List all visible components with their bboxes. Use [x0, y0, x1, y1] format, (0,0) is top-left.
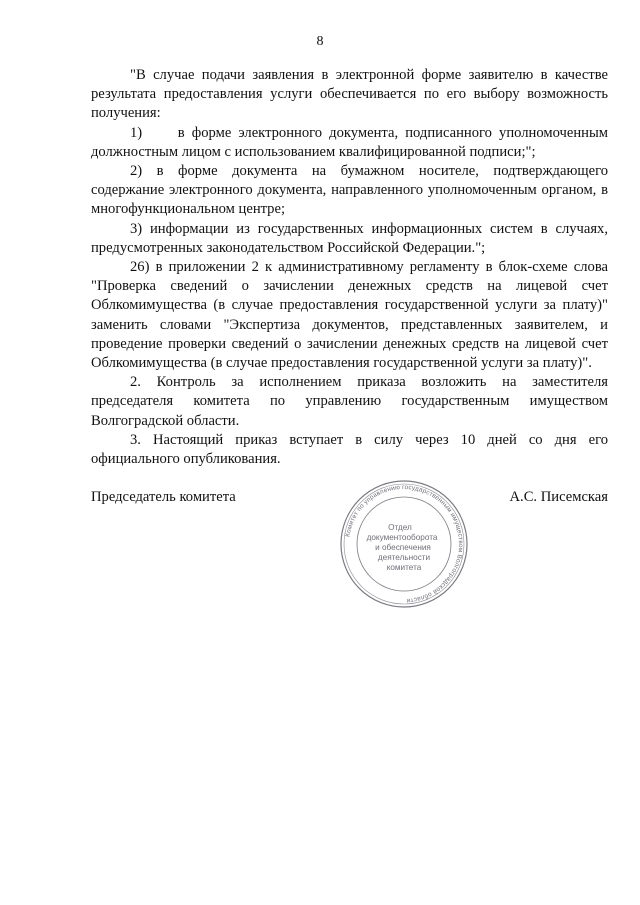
- signatory-name: А.С. Писемская: [509, 489, 608, 505]
- paragraph-intro: "В случае подачи заявления в электронной форме заявителю в качестве результата предоставления услуги обеспечивается по его выбору возможность получения:: [91, 67, 608, 122]
- paragraph-control: 2. Контроль за исполнением приказа возложить на заместителя председателя комитета по управлению государственным имуществом Волгоградской области.: [91, 374, 608, 429]
- stamp-seal: [338, 478, 470, 610]
- signatory-title: Председатель комитета: [91, 489, 236, 505]
- stamp-line: деятельности: [377, 553, 431, 562]
- stamp-line: документооборота: [366, 533, 438, 542]
- stamp-line: и обеспечения: [375, 543, 431, 552]
- paragraph-item-3: 3) информации из государственных информационных систем в случаях, предусмотренных законодательством Российской Федерации.";: [91, 220, 608, 256]
- stamp-line: Отдел: [388, 523, 412, 532]
- paragraph-item-1: 1) в форме электронного документа, подписанного уполномоченным должностным лицом с использованием квалифицированной подписи;";: [91, 124, 608, 160]
- paragraph-item-2: 2) в форме документа на бумажном носителе, подтверждающего содержание электронного документа, направленного уполномоченным органом, в многофункциональном центре;: [91, 163, 608, 218]
- stamp-line: комитета: [386, 563, 422, 572]
- document-body: [91, 66, 608, 469]
- stamp-ring-text: Комитет по управлению государственным имуществом Волгоградской области: [344, 483, 465, 604]
- paragraph-26: 26) в приложении 2 к административному регламенту в блок-схеме слова "Проверка сведений о зачислении денежных средств на лицевой счет Облкомимущества (в случае предоставления государственной услуги за плату)" заменить словами "Экспертиза документов, представленных заявителем, и проведение проверки сведений о зачислении денежных средств на лицевой счет Облкомимущества (в случае предоставления государственной услуги за плату)".: [91, 259, 608, 372]
- page-number: 8: [316, 34, 324, 49]
- paragraph-effective-date: 3. Настоящий приказ вступает в силу через 10 дней со дня его официального опубликования.: [91, 431, 608, 468]
- official-stamp: [338, 478, 470, 610]
